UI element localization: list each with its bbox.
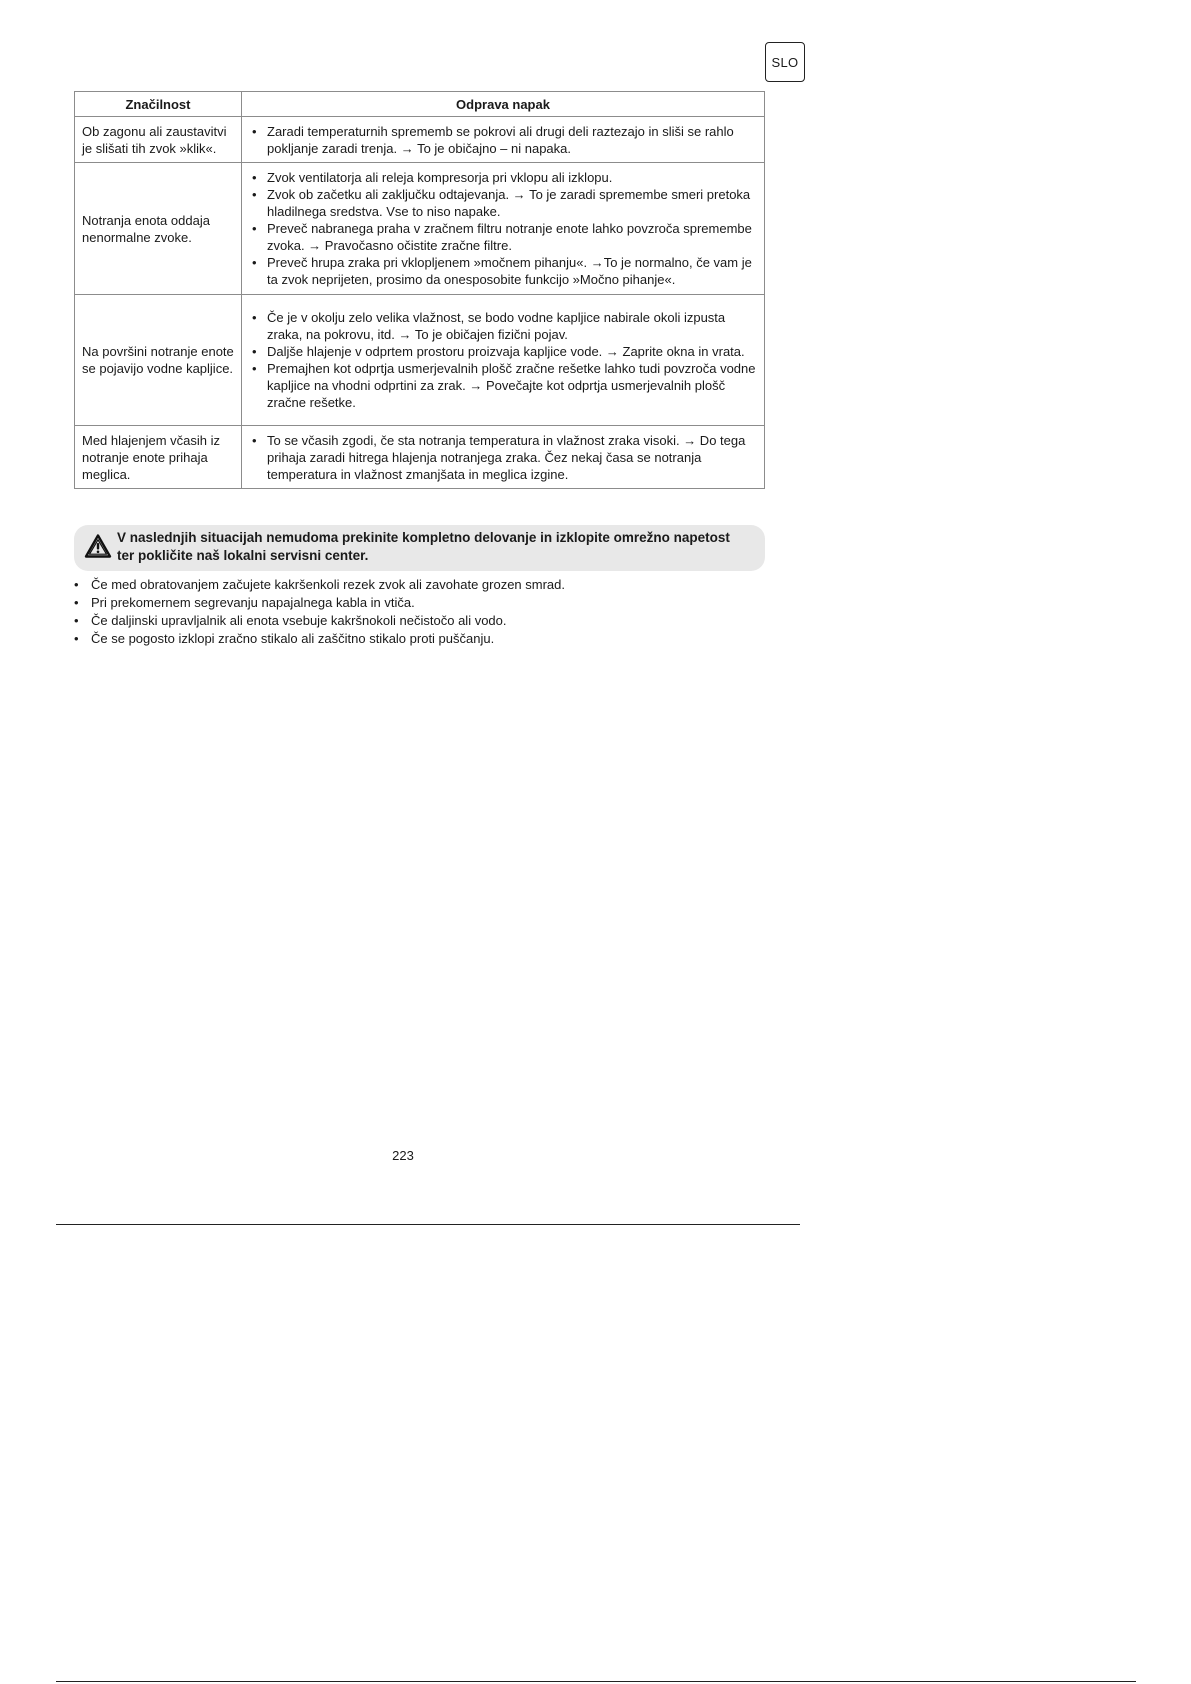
remedy-cell: [242, 295, 765, 426]
remedy-list: [250, 123, 756, 157]
page-number: 223: [392, 1148, 414, 1163]
warning-triangle-icon: [84, 533, 112, 559]
symptom-cell: Na površini notranje enote se pojavijo vodne kapljice.: [75, 295, 242, 426]
remedy-cell: [242, 117, 765, 163]
warning-text: V naslednjih situacijah nemudoma prekinite kompletno delovanje in izklopite omrežno napetost ter pokličite naš lokalni servisni center.: [117, 530, 730, 563]
list-item: • Če se pogosto izklopi zračno stikalo ali zaščitno stikalo proti puščanju.: [74, 630, 774, 648]
table-row: [75, 117, 765, 163]
remedy-list: [250, 309, 756, 411]
symptom-cell: Med hlajenjem včasih iz notranje enote prihaja meglica.: [75, 426, 242, 489]
table-row: [75, 426, 765, 489]
remedy-list: [250, 432, 756, 483]
remedy-item: • Zvok ventilatorja ali releja kompresorja pri vklopu ali izklopu.: [250, 169, 756, 186]
emergency-list: [74, 576, 774, 648]
warning-box: [74, 525, 765, 571]
troubleshooting-table: [74, 91, 765, 489]
language-badge: [765, 42, 805, 82]
list-item: • Če daljinski upravljalnik ali enota vsebuje kakršnokoli nečistočo ali vodo.: [74, 612, 774, 630]
remedy-cell: [242, 163, 765, 295]
remedy-item: • Premajhen kot odprtja usmerjevalnih plošč zračne rešetke lahko tudi povzroča vodne kapljice na vhodni odprtini za zrak. → Povečajte kot odprtja usmerjevalnih plošč zračne rešetke.: [250, 360, 756, 411]
list-item: • Če med obratovanjem začujete kakršenkoli rezek zvok ali zavohate grozen smrad.: [74, 576, 774, 594]
page-bottom-divider: [56, 1681, 1136, 1682]
table-row: [75, 295, 765, 426]
remedy-item: • To se včasih zgodi, če sta notranja temperatura in vlažnost zraka visoki. → Do tega prihaja zaradi hitrega hlajenja notranjega zraka. Čez nekaj časa se notranja temperatura in vlažnost zmanjšata in meglica izgine.: [250, 432, 756, 483]
remedy-item: • Zvok ob začetku ali zaključku odtajevanja. → To je zaradi spremembe smeri pretoka hladilnega sredstva. Vse to niso napake.: [250, 186, 756, 220]
remedy-item: • Preveč nabranega praha v zračnem filtru notranje enote lahko povzroča spremembe zvoka. → Pravočasno očistite zračne filtre.: [250, 220, 756, 254]
remedy-item: • Preveč hrupa zraka pri vklopljenem »močnem pihanju«. →To je normalno, če vam je ta zvok neprijeten, prosimo da onesposobite funkcijo »Močno pihanje«.: [250, 254, 756, 288]
remedy-item: • Daljše hlajenje v odprtem prostoru proizvaja kapljice vode. → Zaprite okna in vrata.: [250, 343, 756, 360]
page-divider: [56, 1224, 800, 1225]
remedy-item: • Če je v okolju zelo velika vlažnost, se bodo vodne kapljice nabirale okoli izpusta zraka, na pokrovu, itd. → To je običajen fizični pojav.: [250, 309, 756, 343]
symptom-cell: Ob zagonu ali zaustavitvi je slišati tih zvok »klik«.: [75, 117, 242, 163]
remedy-cell: [242, 426, 765, 489]
remedy-list: [250, 169, 756, 288]
column-header-symptom: Značilnost: [75, 92, 242, 117]
table-row: [75, 163, 765, 295]
column-header-remedy: Odprava napak: [242, 92, 765, 117]
list-item: • Pri prekomernem segrevanju napajalnega kabla in vtiča.: [74, 594, 774, 612]
language-badge-label: SLO: [771, 54, 799, 70]
table-header-row: [75, 92, 765, 117]
remedy-item: • Zaradi temperaturnih sprememb se pokrovi ali drugi deli raztezajo in sliši se rahlo pokljanje zaradi trenja. → To je običajno – ni napaka.: [250, 123, 756, 157]
symptom-cell: Notranja enota oddaja nenormalne zvoke.: [75, 163, 242, 295]
